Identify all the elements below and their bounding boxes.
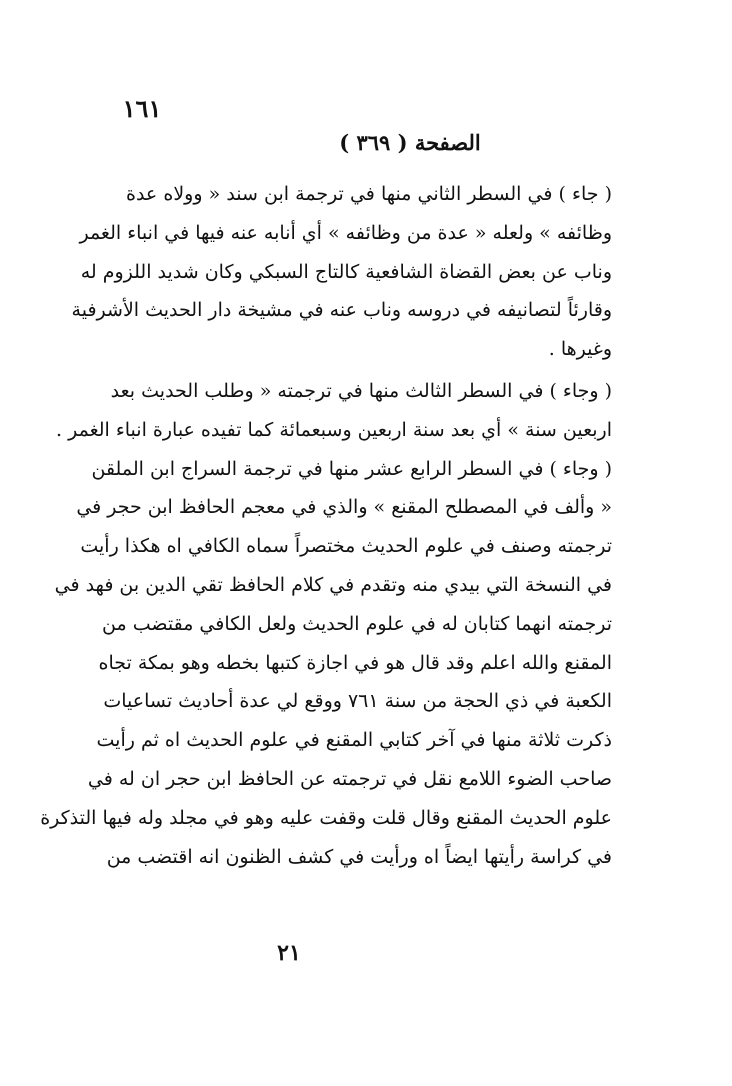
- text-line: ( وجاء ) في السطر الثالث منها في ترجمته « وطلب الحديث بعد: [110, 379, 612, 402]
- text-line: وغيرها .: [548, 338, 612, 361]
- signature-number: ٢١: [277, 940, 301, 966]
- text-line: ( وجاء ) في السطر الرابع عشر منها في ترجمة السراج ابن الملقن: [91, 457, 612, 480]
- text-line: الكعبة في ذي الحجة من سنة ٧٦١ ووقع لي عدة أحاديث تساعيات: [103, 690, 612, 713]
- text-line: ترجمته انهما كتابان له في علوم الحديث ولعل الكافي مقتضب من: [102, 612, 612, 635]
- text-line: في كراسة رأيتها ايضاً اه ورأيت في كشف الظنون انه اقتضب من: [106, 845, 612, 868]
- text-line: في النسخة التي بيدي منه وتقدم في كلام الحافظ تقي الدين بن فهد في: [54, 573, 612, 596]
- signature-mark: [126, 940, 612, 966]
- text-line: اربعين سنة » أي بعد سنة اربعين وسبعمائة كما تفيده عبارة انباء الغمر .: [56, 418, 612, 441]
- text-line: ترجمته وصنف في علوم الحديث مختصراً سماه الكافي اه هكذا رأيت: [80, 535, 612, 558]
- section-heading: الصفحة ( ٣٦٩ ): [339, 130, 481, 155]
- text-line: « وألف في المصطلح المقنع » والذي في معجم الحافظ ابن حجر في: [76, 496, 612, 519]
- paragraph-2: [56, 372, 612, 450]
- text-line: ( جاء ) في السطر الثاني منها في ترجمة ابن سند « وولاه عدة: [126, 183, 612, 205]
- text-line: ذكرت ثلاثة منها في آخر كتابي المقنع في علوم الحديث اه ثم رأيت: [96, 729, 612, 752]
- text-line: وقارئاً لتصانيفه في دروسه وناب عنه في مشيخة دار الحديث الأشرفية: [71, 299, 612, 322]
- text-line: وناب عن بعض القضاة الشافعية كالتاج السبكي وكان شديد اللزوم له: [80, 260, 612, 283]
- body-text: [40, 175, 612, 876]
- text-line: المقنع والله اعلم وقد قال هو في اجازة كتبها بخطه وهو بمكة تجاه: [98, 651, 612, 674]
- paragraph-1: [71, 175, 612, 369]
- page-number: ١٦١: [122, 94, 162, 123]
- paragraph-3: [40, 450, 612, 877]
- text-line: صاحب الضوء اللامع نقل في ترجمته عن الحافظ ابن حجر ان له في: [87, 767, 612, 790]
- text-line: علوم الحديث المقنع وقال قلت وقفت عليه وهو في مجلد وله فيها التذكرة: [40, 806, 612, 829]
- text-line: وظائفه » ولعله « عدة من وظائفه » أي أنابه عنه فيها في انباء الغمر: [79, 221, 612, 244]
